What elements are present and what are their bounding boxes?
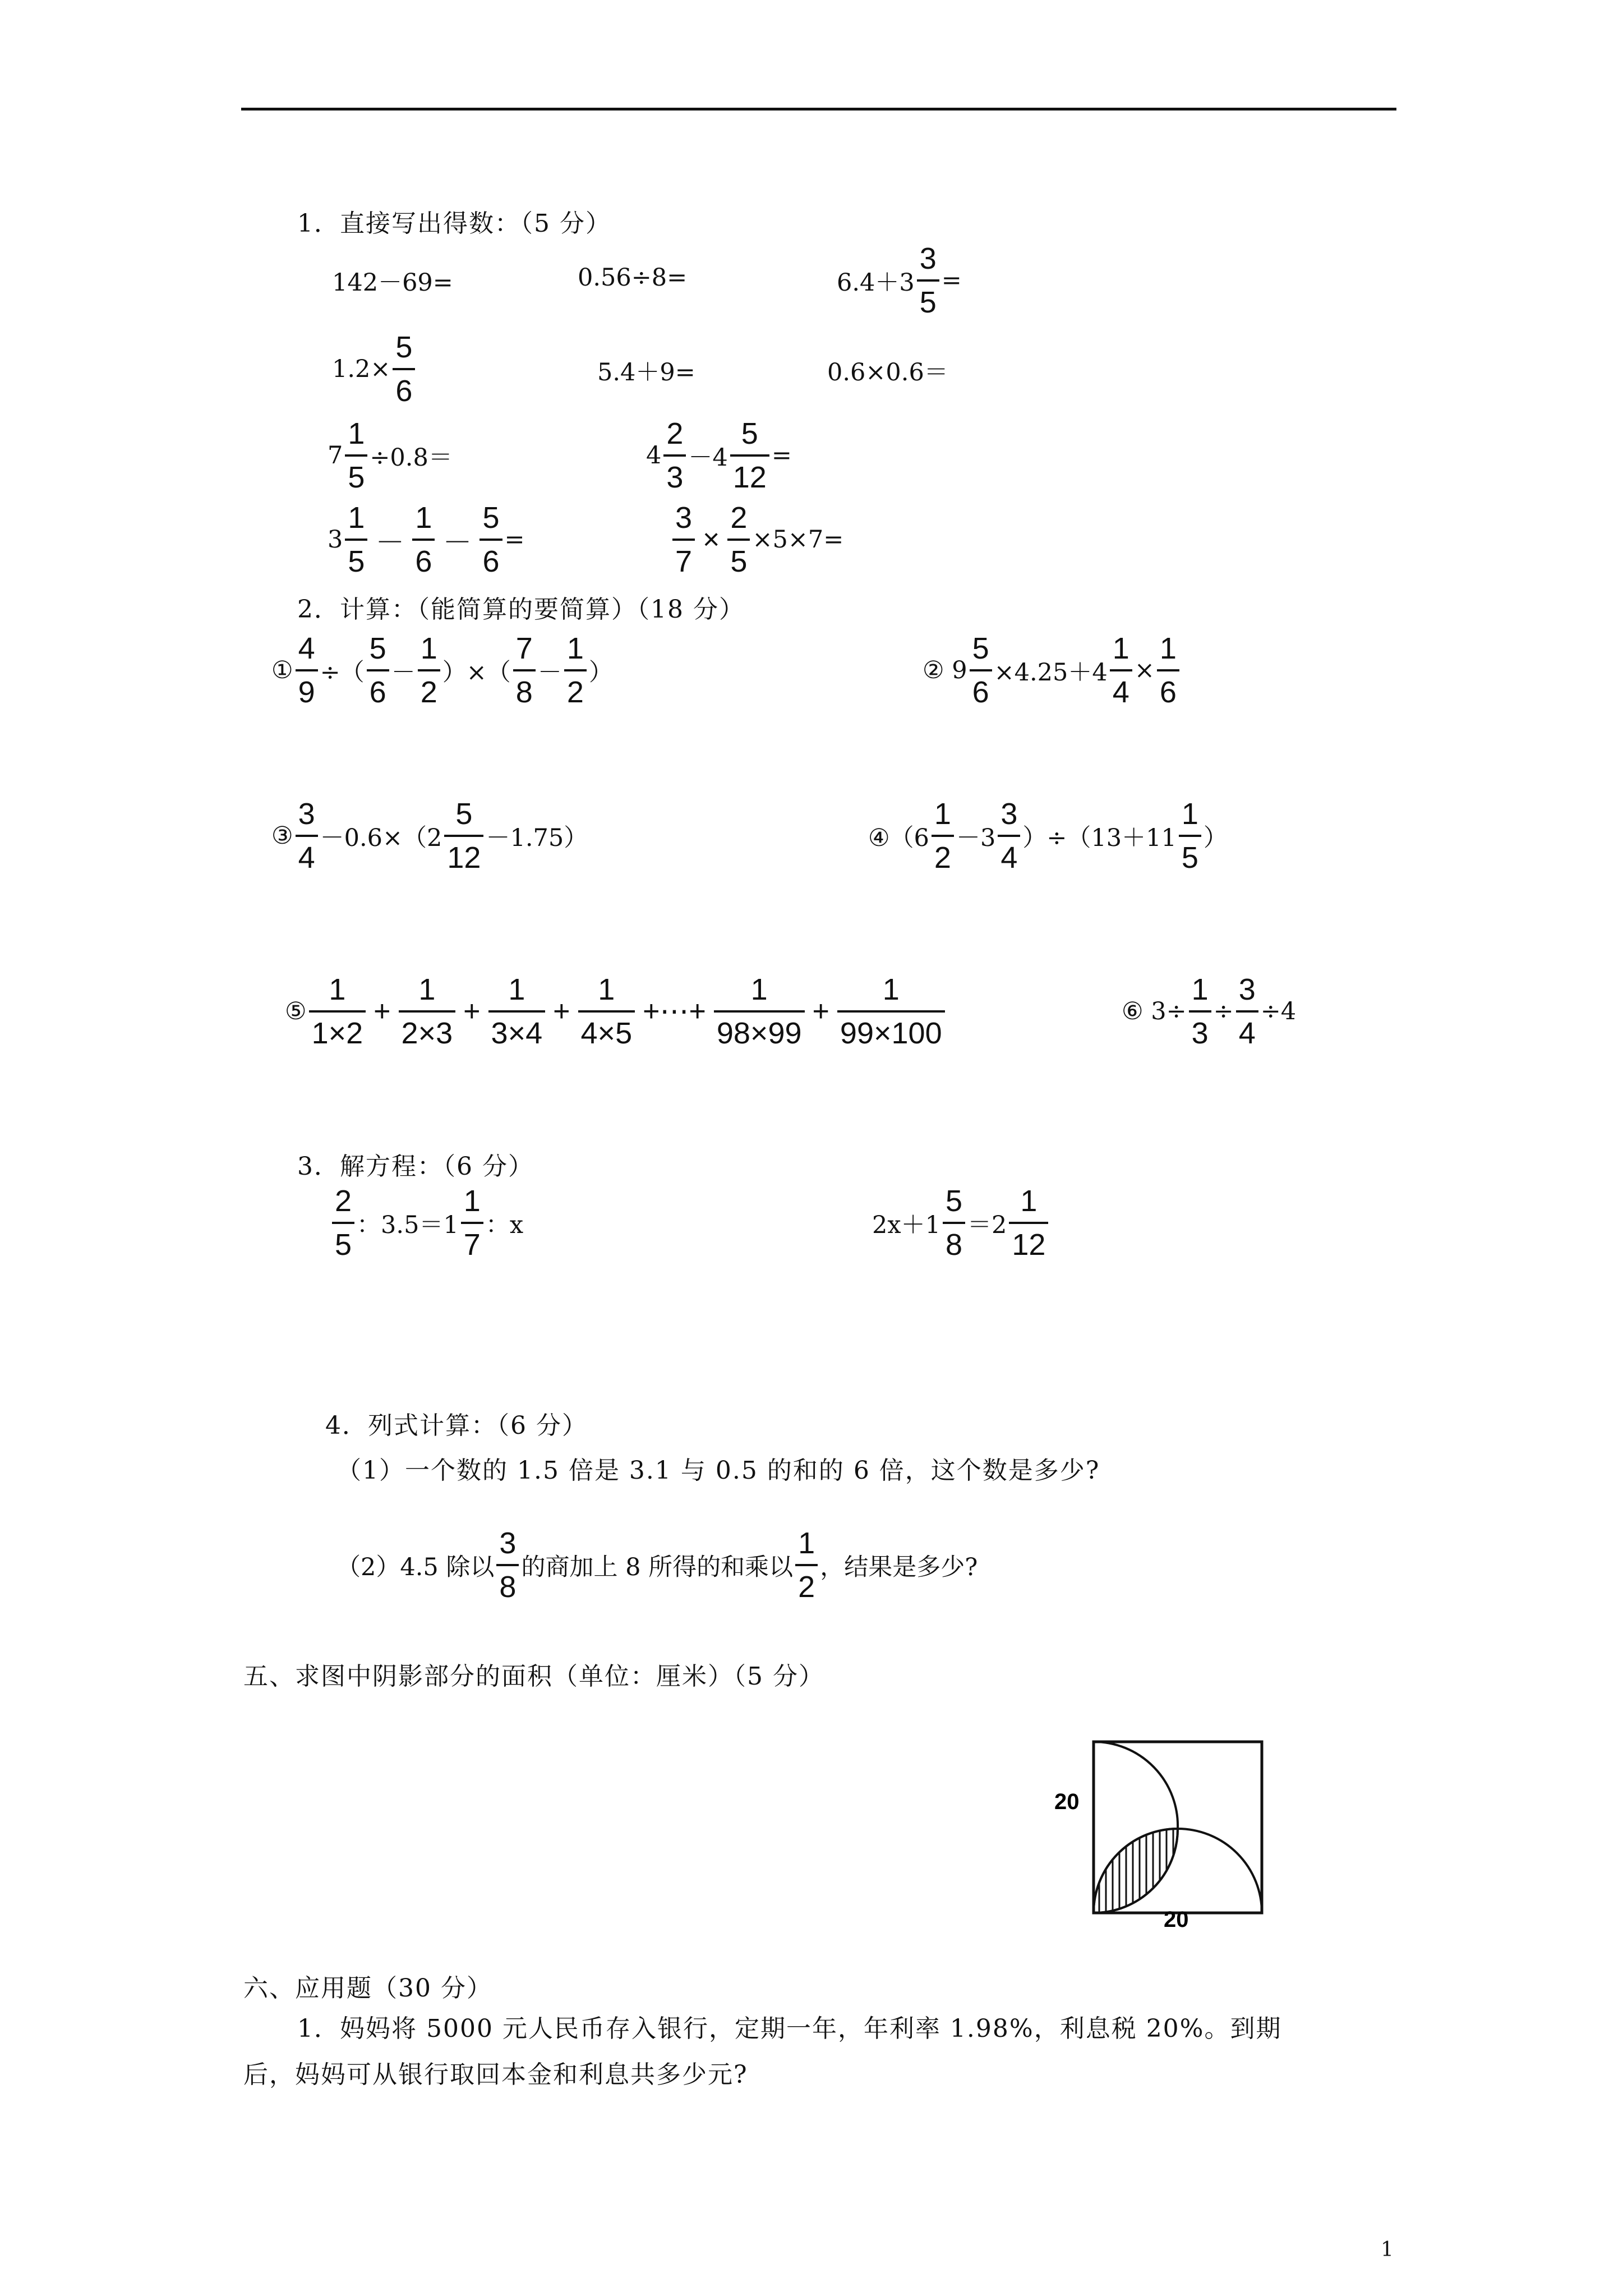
fraction: 1 3 — [1189, 972, 1211, 1051]
q2-title: 2．计算：（能简算的要简算）（18 分） — [297, 595, 745, 624]
q1-item-h: 4 2 3 －4 5 12 = — [646, 417, 792, 494]
q2-problem-5: ⑤ 1 1×2 + 1 2×3 + 1 3×4 + 1 4×5 +⋯+ 1 98×99 + 1 99×100 — [285, 972, 947, 1051]
fraction: 5 12 — [444, 797, 483, 875]
section-6-problem-1-line-1: 1．妈妈将 5000 元人民币存入银行，定期一年，年利率 1.98%，利息税 20%。到期 — [297, 2014, 1282, 2043]
q3-equation-2: 2x＋1 5 8 ＝2 1 12 — [872, 1184, 1050, 1262]
fraction: 1 5 — [1179, 797, 1201, 875]
fraction: 5 6 — [393, 330, 415, 408]
header-rule — [241, 108, 1396, 111]
q4-title: 4．列式计算：（6 分） — [325, 1411, 588, 1440]
q1-item-a: 142－69= — [332, 269, 453, 297]
q1-item-d: 1.2× 5 6 — [332, 330, 417, 408]
section-6-title: 六、应用题（30 分） — [243, 1974, 492, 2003]
fraction: 1 1×2 — [309, 972, 366, 1051]
q1-item-j: 3 7 × 2 5 ×5×7= — [670, 500, 843, 579]
fraction: 2 3 — [663, 416, 686, 495]
bottom-length-label: 20 — [1164, 1907, 1189, 1930]
fraction: 1 98×99 — [714, 972, 805, 1051]
section-5-title: 五、求图中阴影部分的面积（单位：厘米）（5 分） — [243, 1662, 824, 1691]
fraction: 3 4 — [1236, 972, 1258, 1051]
fraction: 1 2 — [418, 631, 440, 710]
fraction: 4 9 — [296, 631, 318, 710]
fraction: 1 6 — [412, 500, 435, 579]
fraction: 1 5 — [345, 416, 367, 495]
q1-item-g: 7 1 5 ÷0.8＝ — [328, 417, 453, 494]
fraction: 1 7 — [461, 1184, 483, 1262]
fraction: 5 6 — [479, 500, 502, 579]
fraction: 1 12 — [1009, 1184, 1048, 1262]
q2-problem-4: ④（6 1 2 －3 3 4 ）÷（13＋11 1 5 ） — [868, 797, 1228, 875]
q3-equation-1: 2 5 ：3.5＝1 1 7 ：x — [330, 1184, 523, 1262]
q1-item-e: 5.4＋9= — [597, 358, 695, 386]
fraction: 3 4 — [998, 797, 1020, 875]
q2-problem-6: ⑥ 3÷ 1 3 ÷ 3 4 ÷4 — [1122, 973, 1297, 1050]
q2-problem-3: ③ 3 4 －0.6×（2 5 12 －1.75） — [271, 797, 588, 875]
q1-item-c: 6.4＋3 3 5 = — [837, 242, 962, 319]
q3-title: 3．解方程：（6 分） — [297, 1152, 534, 1181]
fraction: 1 2 — [932, 797, 954, 875]
q2-problem-2: ② 9 5 6 ×4.25＋4 1 4 × 1 6 — [923, 631, 1182, 710]
fraction: 1 6 — [1157, 631, 1179, 710]
q1-item-i: 3 1 5 － 1 6 － 5 6 = — [328, 501, 525, 578]
fraction: 3 7 — [672, 500, 695, 579]
q1-title: 1．直接写出得数：（5 分） — [297, 209, 611, 238]
fraction: 7 8 — [513, 631, 536, 710]
q4-subquestion-2: （2）4.5 除以 3 8 的商加上 8 所得的和乘以 1 2 ，结果是多少? — [336, 1526, 978, 1604]
fraction: 1 2×3 — [399, 972, 456, 1051]
fraction: 1 3×4 — [488, 972, 546, 1051]
fraction: 3 8 — [496, 1526, 519, 1604]
shaded-area-figure — [1043, 1717, 1279, 1930]
fraction: 1 2 — [795, 1526, 818, 1604]
fraction: 5 8 — [943, 1184, 965, 1262]
q1-item-b: 0.56÷8= — [578, 264, 688, 292]
fraction: 5 6 — [970, 631, 992, 710]
fraction: 1 4 — [1110, 631, 1132, 710]
q2-problem-1: ① 4 9 ÷（ 5 6 － 1 2 ）×（ 7 8 － 1 2 ） — [271, 632, 613, 709]
q1-item-f: 0.6×0.6＝ — [827, 358, 948, 386]
section-6-problem-1-line-2: 后，妈妈可从银行取回本金和利息共多少元? — [243, 2060, 748, 2089]
fraction: 5 12 — [730, 416, 769, 495]
side-length-label: 20 — [1054, 1789, 1080, 1814]
fraction: 3 4 — [296, 797, 318, 875]
fraction: 1 99×100 — [837, 972, 945, 1051]
fraction: 5 6 — [367, 631, 389, 710]
fraction: 2 5 — [727, 500, 750, 579]
fraction: 2 5 — [332, 1184, 354, 1262]
fraction: 3 5 — [917, 241, 939, 320]
fraction: 1 2 — [564, 631, 587, 710]
fraction: 1 5 — [345, 500, 367, 579]
page-number: 1 — [1381, 2238, 1394, 2261]
q4-subquestion-1: （1）一个数的 1.5 倍是 3.1 与 0.5 的和的 6 倍，这个数是多少? — [336, 1456, 1100, 1485]
fraction: 1 4×5 — [578, 972, 635, 1051]
